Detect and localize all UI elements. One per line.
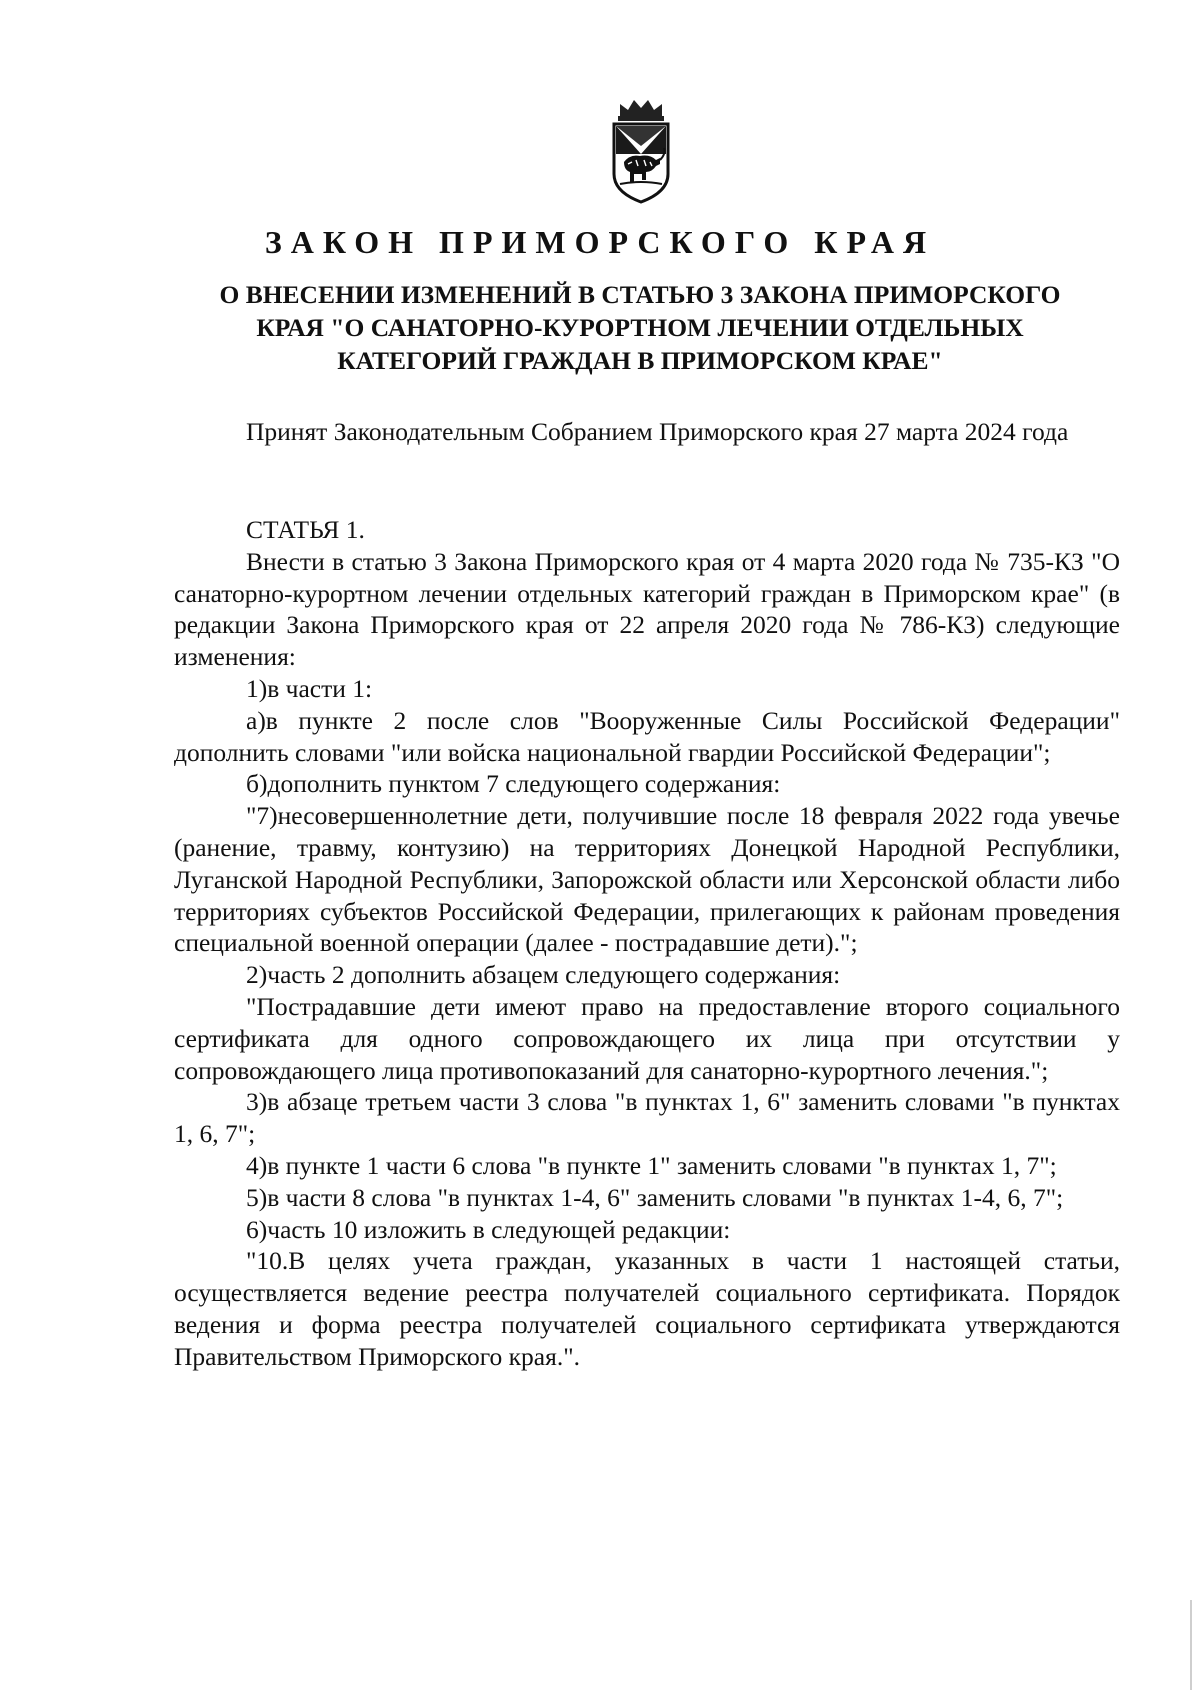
article-paragraph: 6)часть 10 изложить в следующей редакции:	[246, 1214, 731, 1244]
article-heading: СТАТЬЯ 1.	[246, 515, 365, 544]
law-subtitle-line: О ВНЕСЕНИИ ИЗМЕНЕНИЙ В СТАТЬЮ 3 ЗАКОНА ПРИМОРСКОГО	[219, 280, 1061, 309]
article-paragraph: 2)часть 2 дополнить абзацем следующего содержания:	[246, 960, 841, 990]
article-1	[174, 514, 1120, 1373]
law-subtitle-line: КРАЯ "О САНАТОРНО-КУРОРТНОМ ЛЕЧЕНИИ ОТДЕЛЬНЫХ	[256, 313, 1024, 342]
adoption-text: Принят Законодательным Собранием Приморского края 27 марта 2024 года	[246, 417, 1069, 446]
article-paragraph: 4)в пункте 1 части 6 слова "в пункте 1" заменить словами "в пунктах 1, 7";	[246, 1150, 1057, 1180]
article-paragraph: 5)в части 8 слова "в пунктах 1-4, 6" заменить словами "в пунктах 1-4, 6, 7";	[246, 1182, 1064, 1212]
article-paragraph: "7)несовершеннолетние дети, получившие после 18 февраля 2022 года увечье (ранение, травму, контузию) на территориях Донецкой Народной Республики, Луганской Народной Республики, Запорожской области или Херсонской области либо территориях субъектов Российской Федерации, прилегающих к районам проведения специальной военной операции (далее - пострадавшие дети).";	[174, 801, 1120, 958]
primorsky-krai-coat-of-arms-icon	[606, 96, 676, 206]
law-title: ЗАКОН ПРИМОРСКОГО КРАЯ	[264, 224, 936, 260]
adoption-note	[174, 416, 1120, 448]
article-paragraph: "Пострадавшие дети имеют право на предоставление второго социального сертификата для одного сопровождающего их лица при отсутствии у сопровождающего лица противопоказаний для санаторно-курортного лечения.";	[174, 991, 1120, 1085]
scan-edge-mark	[1190, 1600, 1192, 1690]
article-paragraph: "10.В целях учета граждан, указанных в части 1 настоящей статьи, осуществляется ведение реестра получателей социального сертификата. Порядок ведения и форма реестра получателей социального сертификата утверждаются Правительством Приморского края.".	[174, 1246, 1120, 1371]
article-paragraph: 3)в абзаце третьем части 3 слова "в пунктах 1, 6" заменить словами "в пунктах 1, 6, 7";	[174, 1087, 1120, 1149]
law-subtitle-line: КАТЕГОРИЙ ГРАЖДАН В ПРИМОРСКОМ КРАЕ"	[337, 346, 943, 375]
article-paragraph: 1)в части 1:	[246, 673, 373, 703]
article-paragraph: Внести в статью 3 Закона Приморского края от 4 марта 2020 года № 735-КЗ "О санаторно-курортном лечении отдельных категорий граждан в Приморском крае" (в редакции Закона Приморского края от 22 апреля 2020 года № 786-КЗ) следующие изменения:	[174, 546, 1120, 672]
article-paragraph: б)дополнить пунктом 7 следующего содержания:	[246, 769, 781, 799]
law-subtitle	[160, 278, 1120, 377]
article-paragraph: а)в пункте 2 после слов "Вооруженные Силы Российской Федерации" дополнить словами "или войска национальной гвардии Российской Федерации";	[174, 705, 1120, 767]
